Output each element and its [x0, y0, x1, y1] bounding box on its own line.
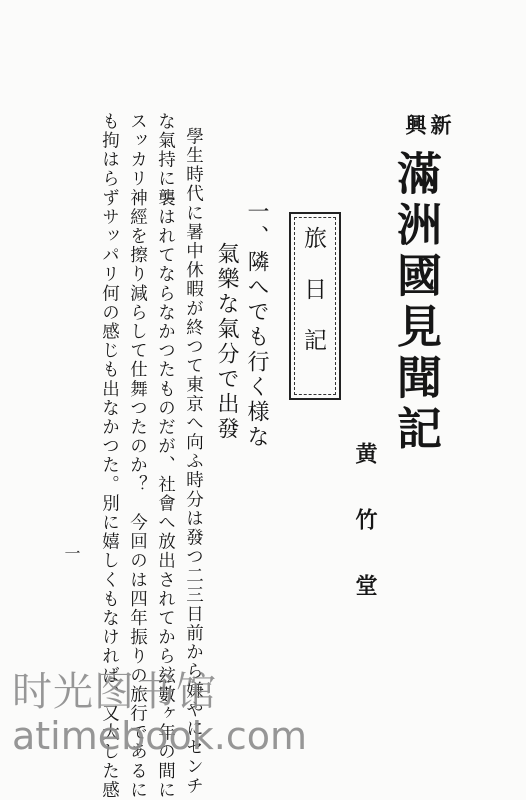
- book-title: 滿洲國見聞記: [389, 150, 442, 456]
- body-text-column: な氣持に襲はれてならなかつたものだが、社會へ放出されてから玆數ヶ年の間に: [155, 112, 176, 800]
- body-text-column: スッカリ神經を擦り減らして仕舞つたのか？ 今回のは四年振りの旅行であるに: [127, 112, 148, 800]
- section-title: 旅日記: [300, 226, 326, 379]
- body-text-column: も拘はらずサッパリ何の感じも出なかつた。別に嬉しくもなければ、又大した感: [99, 112, 120, 800]
- author-name: 黄竹堂: [352, 442, 378, 640]
- title-prefix-rise: 興: [403, 114, 428, 136]
- chapter-heading-line-2: 氣樂な氣分で出發: [214, 242, 239, 442]
- watermark-site-name: 时光图书馆: [12, 669, 217, 715]
- body-text-column: 學生時代に暑中休暇が終つて東京へ向ふ時分は發つ二三日前から嫌やにセンチ: [183, 127, 204, 796]
- page-number: 一: [62, 545, 81, 561]
- chapter-heading-line-1: 一、隣へでも行く様な: [244, 200, 269, 450]
- title-prefix-new: 新: [428, 114, 453, 136]
- watermark-url: atimebook.com: [12, 714, 308, 758]
